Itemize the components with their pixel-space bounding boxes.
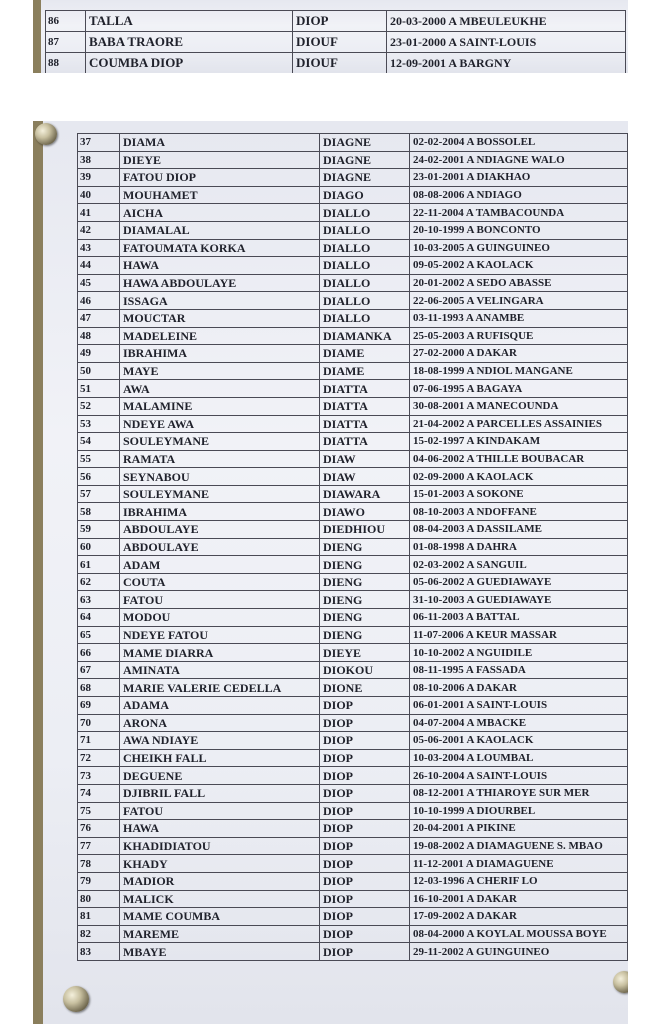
last-name: DIOP xyxy=(320,697,410,715)
row-number: 74 xyxy=(78,784,120,802)
table-row xyxy=(78,767,628,785)
row-number: 68 xyxy=(78,679,120,697)
table-row xyxy=(78,485,628,503)
first-name: DIAMA xyxy=(120,134,320,152)
row-number: 49 xyxy=(78,345,120,363)
pushpin-icon xyxy=(35,123,57,145)
first-name: SOULEYMANE xyxy=(120,433,320,451)
row-number: 70 xyxy=(78,714,120,732)
table-row xyxy=(78,697,628,715)
row-number: 41 xyxy=(78,204,120,222)
last-name: DIALLO xyxy=(320,292,410,310)
table-row xyxy=(78,397,628,415)
last-name: DIOUF xyxy=(293,32,387,53)
row-number: 64 xyxy=(78,609,120,627)
row-number: 60 xyxy=(78,538,120,556)
table-row xyxy=(78,556,628,574)
row-number: 82 xyxy=(78,925,120,943)
student-list-table xyxy=(77,133,628,961)
last-name: DIOP xyxy=(320,925,410,943)
last-name: DIATTA xyxy=(320,415,410,433)
birth-date-place: 08-10-2003 A NDOFFANE xyxy=(410,503,628,521)
row-number: 58 xyxy=(78,503,120,521)
row-number: 66 xyxy=(78,644,120,662)
first-name: SEYNABOU xyxy=(120,468,320,486)
first-name: AICHA xyxy=(120,204,320,222)
table-row xyxy=(78,221,628,239)
last-name: DIALLO xyxy=(320,239,410,257)
top-photo xyxy=(33,0,628,73)
birth-date-place: 22-11-2004 A TAMBACOUNDA xyxy=(410,204,628,222)
birth-date-place: 10-10-1999 A DIOURBEL xyxy=(410,802,628,820)
birth-date-place: 10-03-2005 A GUINGUINEO xyxy=(410,239,628,257)
last-name: DIOKOU xyxy=(320,661,410,679)
table-row xyxy=(46,11,626,32)
birth-date-place: 29-11-2002 A GUINGUINEO xyxy=(410,943,628,961)
last-name: DIAME xyxy=(320,362,410,380)
first-name: MBAYE xyxy=(120,943,320,961)
first-name: TALLA xyxy=(86,11,293,32)
row-number: 83 xyxy=(78,943,120,961)
row-number: 56 xyxy=(78,468,120,486)
first-name: ADAMA xyxy=(120,697,320,715)
row-number: 57 xyxy=(78,485,120,503)
table-row xyxy=(78,134,628,152)
last-name: DIAW xyxy=(320,450,410,468)
last-name: DIOP xyxy=(320,714,410,732)
table-row xyxy=(78,239,628,257)
first-name: MAME COUMBA xyxy=(120,908,320,926)
row-number: 71 xyxy=(78,732,120,750)
table-row xyxy=(78,644,628,662)
row-number: 46 xyxy=(78,292,120,310)
last-name: DIENG xyxy=(320,626,410,644)
birth-date-place: 06-01-2001 A SAINT-LOUIS xyxy=(410,697,628,715)
row-number: 48 xyxy=(78,327,120,345)
last-name: DIATTA xyxy=(320,397,410,415)
birth-date-place: 17-09-2002 A DAKAR xyxy=(410,908,628,926)
birth-date-place: 24-02-2001 A NDIAGNE WALO xyxy=(410,151,628,169)
table-row xyxy=(78,784,628,802)
row-number: 79 xyxy=(78,872,120,890)
row-number: 53 xyxy=(78,415,120,433)
birth-date-place: 11-07-2006 A KEUR MASSAR xyxy=(410,626,628,644)
last-name: DIENG xyxy=(320,538,410,556)
birth-date-place: 05-06-2001 A KAOLACK xyxy=(410,732,628,750)
first-name: COUTA xyxy=(120,573,320,591)
table-row xyxy=(78,661,628,679)
first-name: FATOUMATA KORKA xyxy=(120,239,320,257)
birth-date-place: 04-06-2002 A THILLE BOUBACAR xyxy=(410,450,628,468)
row-number: 80 xyxy=(78,890,120,908)
first-name: CHEIKH FALL xyxy=(120,749,320,767)
row-number: 77 xyxy=(78,837,120,855)
first-name: IBRAHIMA xyxy=(120,345,320,363)
main-photo xyxy=(33,121,628,1024)
last-name: DIAMANKA xyxy=(320,327,410,345)
first-name: BABA TRAORE xyxy=(86,32,293,53)
first-name: IBRAHIMA xyxy=(120,503,320,521)
last-name: DIOP xyxy=(320,802,410,820)
row-number: 61 xyxy=(78,556,120,574)
first-name: MOUHAMET xyxy=(120,186,320,204)
table-row xyxy=(78,503,628,521)
row-number: 63 xyxy=(78,591,120,609)
birth-date-place: 16-10-2001 A DAKAR xyxy=(410,890,628,908)
row-number: 39 xyxy=(78,169,120,187)
last-name: DIOP xyxy=(320,908,410,926)
table-row xyxy=(78,450,628,468)
birth-date-place: 23-01-2000 A SAINT-LOUIS xyxy=(387,32,626,53)
table-row xyxy=(46,53,626,74)
table-row xyxy=(78,943,628,961)
birth-date-place: 07-06-1995 A BAGAYA xyxy=(410,380,628,398)
last-name: DIONE xyxy=(320,679,410,697)
table-row xyxy=(78,591,628,609)
row-number: 65 xyxy=(78,626,120,644)
last-name: DIOP xyxy=(320,890,410,908)
last-name: DIENG xyxy=(320,556,410,574)
row-number: 52 xyxy=(78,397,120,415)
first-name: MODOU xyxy=(120,609,320,627)
birth-date-place: 08-11-1995 A FASSADA xyxy=(410,661,628,679)
table-row xyxy=(78,309,628,327)
row-number: 43 xyxy=(78,239,120,257)
birth-date-place: 08-04-2003 A DASSILAME xyxy=(410,521,628,539)
birth-date-place: 20-03-2000 A MBEULEUKHE xyxy=(387,11,626,32)
table-row xyxy=(78,380,628,398)
row-number: 78 xyxy=(78,855,120,873)
row-number: 86 xyxy=(46,11,86,32)
table-row xyxy=(78,186,628,204)
first-name: MOUCTAR xyxy=(120,309,320,327)
row-number: 72 xyxy=(78,749,120,767)
row-number: 87 xyxy=(46,32,86,53)
row-number: 67 xyxy=(78,661,120,679)
row-number: 40 xyxy=(78,186,120,204)
last-name: DIALLO xyxy=(320,204,410,222)
row-number: 38 xyxy=(78,151,120,169)
first-name: DJIBRIL FALL xyxy=(120,784,320,802)
row-number: 76 xyxy=(78,820,120,838)
last-name: DIEYE xyxy=(320,644,410,662)
birth-date-place: 21-04-2002 A PARCELLES ASSAINIES xyxy=(410,415,628,433)
birth-date-place: 02-02-2004 A BOSSOLEL xyxy=(410,134,628,152)
table-row xyxy=(78,151,628,169)
birth-date-place: 30-08-2001 A MANECOUNDA xyxy=(410,397,628,415)
last-name: DIAGNE xyxy=(320,134,410,152)
table-row xyxy=(78,732,628,750)
table-row xyxy=(78,468,628,486)
birth-date-place: 15-02-1997 A KINDAKAM xyxy=(410,433,628,451)
first-name: DIAMALAL xyxy=(120,221,320,239)
first-name: RAMATA xyxy=(120,450,320,468)
birth-date-place: 08-10-2006 A DAKAR xyxy=(410,679,628,697)
first-name: ISSAGA xyxy=(120,292,320,310)
table-row xyxy=(78,890,628,908)
top-list-table xyxy=(45,10,626,73)
last-name: DIENG xyxy=(320,609,410,627)
last-name: DIENG xyxy=(320,591,410,609)
first-name: ARONA xyxy=(120,714,320,732)
table-row xyxy=(78,925,628,943)
last-name: DIAWARA xyxy=(320,485,410,503)
paper-sheet xyxy=(43,121,628,1024)
first-name: FATOU xyxy=(120,802,320,820)
birth-date-place: 10-10-2002 A NGUIDILE xyxy=(410,644,628,662)
last-name: DIALLO xyxy=(320,274,410,292)
row-number: 42 xyxy=(78,221,120,239)
row-number: 75 xyxy=(78,802,120,820)
last-name: DIOP xyxy=(320,767,410,785)
birth-date-place: 12-03-1996 A CHERIF LO xyxy=(410,872,628,890)
last-name: DIAGO xyxy=(320,186,410,204)
first-name: MALAMINE xyxy=(120,397,320,415)
first-name: DIEYE xyxy=(120,151,320,169)
last-name: DIOP xyxy=(320,784,410,802)
first-name: AMINATA xyxy=(120,661,320,679)
top-paper-sheet xyxy=(41,0,628,73)
birth-date-place: 02-03-2002 A SANGUIL xyxy=(410,556,628,574)
first-name: NDEYE FATOU xyxy=(120,626,320,644)
table-row xyxy=(78,345,628,363)
row-number: 44 xyxy=(78,257,120,275)
birth-date-place: 31-10-2003 A GUEDIAWAYE xyxy=(410,591,628,609)
first-name: MARIE VALERIE CEDELLA xyxy=(120,679,320,697)
table-row xyxy=(78,837,628,855)
birth-date-place: 09-05-2002 A KAOLACK xyxy=(410,257,628,275)
row-number: 50 xyxy=(78,362,120,380)
table-row xyxy=(78,820,628,838)
table-row xyxy=(78,327,628,345)
birth-date-place: 10-03-2004 A LOUMBAL xyxy=(410,749,628,767)
table-row xyxy=(78,573,628,591)
row-number: 37 xyxy=(78,134,120,152)
birth-date-place: 04-07-2004 A MBACKE xyxy=(410,714,628,732)
birth-date-place: 25-05-2003 A RUFISQUE xyxy=(410,327,628,345)
last-name: DIALLO xyxy=(320,221,410,239)
last-name: DIAW xyxy=(320,468,410,486)
table-row xyxy=(78,538,628,556)
birth-date-place: 06-11-2003 A BATTAL xyxy=(410,609,628,627)
birth-date-place: 05-06-2002 A GUEDIAWAYE xyxy=(410,573,628,591)
birth-date-place: 20-10-1999 A BONCONTO xyxy=(410,221,628,239)
first-name: HAWA xyxy=(120,257,320,275)
first-name: MAYE xyxy=(120,362,320,380)
last-name: DIAME xyxy=(320,345,410,363)
table-row xyxy=(78,169,628,187)
row-number: 55 xyxy=(78,450,120,468)
birth-date-place: 02-09-2000 A KAOLACK xyxy=(410,468,628,486)
first-name: MAREME xyxy=(120,925,320,943)
first-name: MALICK xyxy=(120,890,320,908)
birth-date-place: 18-08-1999 A NDIOL MANGANE xyxy=(410,362,628,380)
last-name: DIOP xyxy=(320,943,410,961)
birth-date-place: 08-04-2000 A KOYLAL MOUSSA BOYE xyxy=(410,925,628,943)
last-name: DIEDHIOU xyxy=(320,521,410,539)
table-row xyxy=(78,362,628,380)
birth-date-place: 20-01-2002 A SEDO ABASSE xyxy=(410,274,628,292)
table-row xyxy=(78,433,628,451)
table-row xyxy=(78,204,628,222)
table-row xyxy=(78,802,628,820)
last-name: DIOP xyxy=(320,872,410,890)
last-name: DIALLO xyxy=(320,309,410,327)
table-row xyxy=(78,292,628,310)
row-number: 51 xyxy=(78,380,120,398)
last-name: DIOP xyxy=(320,837,410,855)
first-name: SOULEYMANE xyxy=(120,485,320,503)
row-number: 88 xyxy=(46,53,86,74)
row-number: 69 xyxy=(78,697,120,715)
birth-date-place: 08-08-2006 A NDIAGO xyxy=(410,186,628,204)
table-row xyxy=(78,872,628,890)
table-row xyxy=(78,626,628,644)
birth-date-place: 20-04-2001 A PIKINE xyxy=(410,820,628,838)
birth-date-place: 01-08-1998 A DAHRA xyxy=(410,538,628,556)
last-name: DIOUF xyxy=(293,53,387,74)
table-row xyxy=(78,749,628,767)
first-name: ABDOULAYE xyxy=(120,538,320,556)
first-name: KHADY xyxy=(120,855,320,873)
row-number: 54 xyxy=(78,433,120,451)
last-name: DIATTA xyxy=(320,380,410,398)
last-name: DIATTA xyxy=(320,433,410,451)
table-row xyxy=(78,714,628,732)
last-name: DIOP xyxy=(293,11,387,32)
row-number: 47 xyxy=(78,309,120,327)
pushpin-icon xyxy=(613,971,628,993)
table-row xyxy=(78,521,628,539)
first-name: MADIOR xyxy=(120,872,320,890)
table-row xyxy=(78,908,628,926)
birth-date-place: 27-02-2000 A DAKAR xyxy=(410,345,628,363)
row-number: 81 xyxy=(78,908,120,926)
row-number: 59 xyxy=(78,521,120,539)
row-number: 45 xyxy=(78,274,120,292)
first-name: AWA xyxy=(120,380,320,398)
birth-date-place: 15-01-2003 A SOKONE xyxy=(410,485,628,503)
first-name: HAWA ABDOULAYE xyxy=(120,274,320,292)
birth-date-place: 03-11-1993 A ANAMBE xyxy=(410,309,628,327)
first-name: MAME DIARRA xyxy=(120,644,320,662)
pushpin-icon xyxy=(63,986,89,1012)
table-row xyxy=(46,32,626,53)
first-name: NDEYE AWA xyxy=(120,415,320,433)
row-number: 62 xyxy=(78,573,120,591)
birth-date-place: 08-12-2001 A THIAROYE SUR MER xyxy=(410,784,628,802)
table-row xyxy=(78,679,628,697)
last-name: DIAWO xyxy=(320,503,410,521)
first-name: DEGUENE xyxy=(120,767,320,785)
last-name: DIOP xyxy=(320,820,410,838)
last-name: DIALLO xyxy=(320,257,410,275)
first-name: FATOU xyxy=(120,591,320,609)
last-name: DIOP xyxy=(320,749,410,767)
table-row xyxy=(78,609,628,627)
table-row xyxy=(78,855,628,873)
first-name: HAWA xyxy=(120,820,320,838)
table-row xyxy=(78,274,628,292)
birth-date-place: 22-06-2005 A VELINGARA xyxy=(410,292,628,310)
first-name: MADELEINE xyxy=(120,327,320,345)
first-name: FATOU DIOP xyxy=(120,169,320,187)
last-name: DIAGNE xyxy=(320,169,410,187)
last-name: DIOP xyxy=(320,855,410,873)
first-name: AWA NDIAYE xyxy=(120,732,320,750)
table-row xyxy=(78,415,628,433)
first-name: ADAM xyxy=(120,556,320,574)
row-number: 73 xyxy=(78,767,120,785)
birth-date-place: 11-12-2001 A DIAMAGUENE xyxy=(410,855,628,873)
birth-date-place: 19-08-2002 A DIAMAGUENE S. MBAO xyxy=(410,837,628,855)
first-name: ABDOULAYE xyxy=(120,521,320,539)
first-name: COUMBA DIOP xyxy=(86,53,293,74)
last-name: DIENG xyxy=(320,573,410,591)
first-name: KHADIDIATOU xyxy=(120,837,320,855)
birth-date-place: 26-10-2004 A SAINT-LOUIS xyxy=(410,767,628,785)
last-name: DIAGNE xyxy=(320,151,410,169)
table-row xyxy=(78,257,628,275)
birth-date-place: 12-09-2001 A BARGNY xyxy=(387,53,626,74)
last-name: DIOP xyxy=(320,732,410,750)
birth-date-place: 23-01-2001 A DIAKHAO xyxy=(410,169,628,187)
